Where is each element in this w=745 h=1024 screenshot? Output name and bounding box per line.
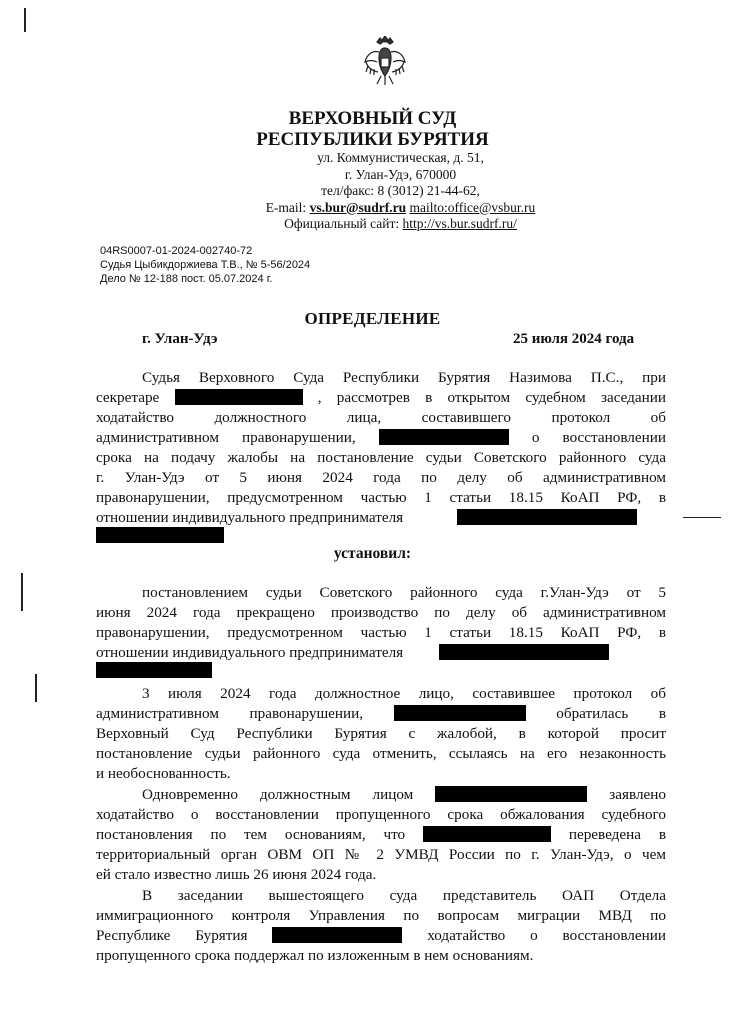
p3-line3: Верховный Суд Республики Бурятия с жалобой, в которой просит bbox=[96, 725, 666, 742]
p3-line5: и необоснованность. bbox=[96, 765, 231, 782]
court-name-line1: ВЕРХОВНЫЙ СУД bbox=[288, 108, 457, 129]
court-address-street: ул. Коммунистическая, д. 51, bbox=[317, 150, 484, 165]
judge-reference: Судья Цыбикдоржиева Т.В., № 5-56/2024 bbox=[100, 259, 311, 271]
document-date: 25 июля 2024 года bbox=[513, 331, 635, 347]
p1-line2: секретаре , рассмотрев в открытом судебном заседании bbox=[96, 389, 667, 406]
p1-line9 bbox=[96, 526, 666, 545]
site-label: Официальный сайт: bbox=[284, 216, 400, 231]
court-phone: тел/факс: 8 (3012) 21-44-62, bbox=[321, 183, 480, 198]
p1-line5: срока на подачу жалобы на постановление судьи Советского районного суда bbox=[96, 449, 666, 466]
p4-line1: Одновременно должностным лицом заявлено bbox=[142, 786, 667, 803]
p1-line1: Судья Верховного Суда Республики Бурятия Назимова П.С., при bbox=[142, 369, 666, 386]
email-link[interactable]: vs.bur@sudrf.ru bbox=[309, 199, 407, 215]
p4-line5: ей стало известно лишь 26 июня 2024 года. bbox=[96, 866, 377, 883]
redaction-block bbox=[439, 644, 609, 660]
p1-line7: правонарушении, предусмотренном частью 1 статьи 18.15 КоАП РФ, в bbox=[96, 489, 666, 506]
p1-line3: ходатайство должностного лица, составившего протокол об bbox=[96, 409, 666, 426]
redaction-block bbox=[435, 786, 587, 802]
p1-line6: г. Улан-Удэ от 5 июня 2024 года по делу об административном bbox=[96, 469, 666, 486]
court-address-city: г. Улан-Удэ, 670000 bbox=[344, 166, 457, 182]
case-reference: Дело № 12-188 пост. 05.07.2024 г. bbox=[100, 273, 273, 285]
p1-line8: отношении индивидуального предпринимателя bbox=[96, 508, 666, 527]
redaction-block bbox=[96, 662, 212, 678]
coat-of-arms-emblem bbox=[363, 36, 407, 86]
p2-line1: постановлением судьи Советского районного суда г.Улан-Удэ от 5 bbox=[142, 584, 666, 601]
p4-line2: ходатайство о восстановлении пропущенного срока обжалования судебного bbox=[96, 806, 666, 823]
p5-line2: иммиграционного контроля Управления по вопросам миграции МВД по bbox=[96, 907, 666, 924]
court-name-line2: РЕСПУБЛИКИ БУРЯТИЯ bbox=[256, 129, 489, 150]
p2-line5 bbox=[96, 661, 666, 680]
redaction-block bbox=[457, 509, 637, 525]
court-site-line bbox=[28, 216, 745, 233]
p5-line1: В заседании вышестоящего суда представитель ОАП Отдела bbox=[142, 887, 666, 904]
p2-line4: отношении индивидуального предпринимателя bbox=[96, 643, 666, 662]
redaction-block bbox=[272, 927, 402, 943]
p5-line3: Республике Бурятия ходатайство о восстановлении bbox=[96, 927, 667, 944]
section-heading-ustanovil: установил: bbox=[333, 545, 412, 562]
p2-line2: июня 2024 года прекращено производство по делу об административном bbox=[96, 604, 666, 621]
email-label: E-mail: bbox=[265, 199, 307, 215]
p3-line4: постановление судьи районного суда отменить, ссылаясь на его незаконность bbox=[96, 745, 666, 762]
site-link[interactable]: http://vs.bur.sudrf.ru/ bbox=[402, 216, 517, 231]
document-title: ОПРЕДЕЛЕНИЕ bbox=[304, 309, 441, 328]
scan-artifact bbox=[683, 517, 721, 518]
p2-line3: правонарушении, предусмотренном частью 1 статьи 18.15 КоАП РФ, в bbox=[96, 624, 666, 641]
court-header bbox=[0, 108, 745, 233]
scan-artifact bbox=[21, 573, 23, 611]
redaction-block bbox=[394, 705, 526, 721]
document-city: г. Улан-Удэ bbox=[142, 331, 218, 347]
redaction-block bbox=[175, 389, 303, 405]
case-meta bbox=[100, 244, 310, 286]
scan-artifact bbox=[24, 8, 26, 32]
redaction-block bbox=[379, 429, 509, 445]
p3-line1: 3 июля 2024 года должностное лицо, составившее протокол об bbox=[142, 685, 666, 702]
redaction-block bbox=[423, 826, 551, 842]
p4-line4: территориальный орган ОВМ ОП № 2 УМВД России по г. Улан-Удэ, о чем bbox=[96, 846, 666, 863]
scan-artifact bbox=[35, 674, 37, 702]
p4-line3: постановления по тем основаниям, что переведена в bbox=[96, 826, 667, 843]
redaction-block bbox=[96, 527, 224, 543]
court-email-line bbox=[28, 200, 745, 217]
p3-line2: административном правонарушении, обратилась в bbox=[96, 705, 667, 722]
case-id: 04RS0007-01-2024-002740-72 bbox=[100, 245, 253, 257]
p1-line4: административном правонарушении, о восстановлении bbox=[96, 429, 666, 446]
mailto-link[interactable]: mailto:office@vsbur.ru bbox=[409, 199, 536, 215]
p5-line4: пропущенного срока поддержал по изложенным в нем основаниям. bbox=[96, 947, 534, 964]
